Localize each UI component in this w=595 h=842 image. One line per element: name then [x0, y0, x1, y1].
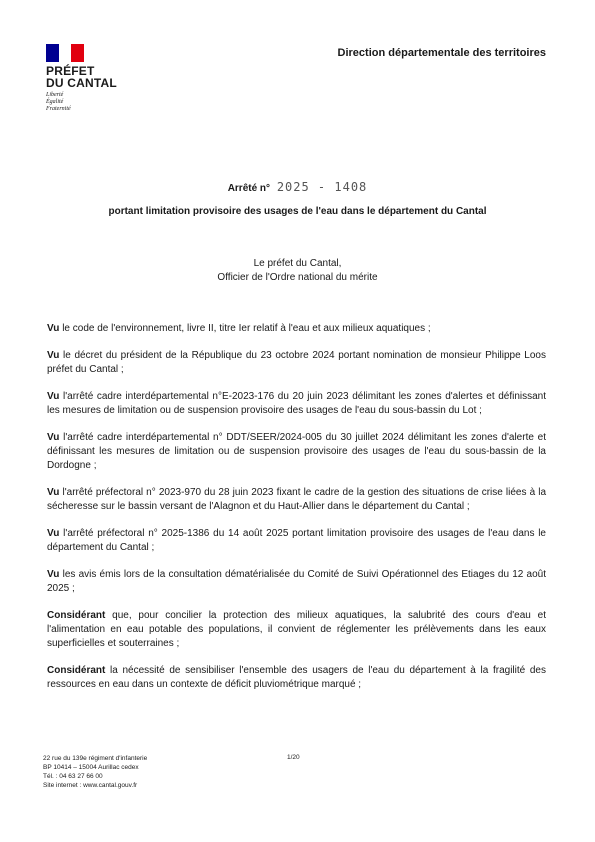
paragraph-text: l'arrêté préfectoral n° 2023-970 du 28 juin 2023 fixant le cadre de la gestion des situations de crise liées à la sécheresse sur le bassin versant de l'Alagnon et du Haut-Allier dans le département du Cantal ;	[47, 487, 546, 512]
footer-phone: Tél. : 04 63 27 66 00	[43, 773, 103, 780]
motto-fraternite: Fraternité	[46, 106, 71, 112]
paragraph-text: les avis émis lors de la consultation dématérialisée du Comité de Suivi Opérationnel des Etiages du 12 août 2025 ;	[47, 569, 546, 594]
page-number: 1/20	[287, 754, 300, 761]
paragraph	[47, 664, 546, 692]
arrete-title	[0, 180, 595, 194]
paragraph-text: le décret du président de la République du 23 octobre 2024 portant nomination de monsieur Philippe Loos préfet du Cantal ;	[47, 350, 546, 375]
logo-line-1: PRÉFET	[46, 64, 95, 78]
paragraph	[47, 609, 546, 651]
paragraph	[47, 527, 546, 555]
footer-website[interactable]: Site internet : www.cantal.gouv.fr	[43, 782, 138, 789]
paragraph-lead: Considérant	[47, 610, 106, 621]
arrete-label: Arrêté n°	[227, 183, 271, 194]
paragraph-text: que, pour concilier la protection des milieux aquatiques, la salubrité des cours d'eau et l'alimentation en eau potable des populations, il convient de réglementer les prélèvements dans les eaux superficielles et souterraines ;	[47, 610, 546, 649]
paragraph-lead: Vu	[47, 569, 60, 580]
paragraph	[47, 486, 546, 514]
authority-block	[0, 257, 595, 285]
paragraph-lead: Vu	[47, 350, 60, 361]
paragraph	[47, 390, 546, 418]
paragraph	[47, 568, 546, 596]
footer-address-1: 22 rue du 139e régiment d'infanterie	[43, 755, 148, 762]
document-body	[47, 322, 546, 692]
prefecture-logo	[46, 44, 176, 113]
paragraph-text: le code de l'environnement, livre II, titre Ier relatif à l'eau et aux milieux aquatiques ;	[59, 323, 431, 334]
paragraph-lead: Vu	[47, 487, 60, 498]
authority-line-1: Le préfet du Cantal,	[253, 258, 342, 269]
paragraph-lead: Vu	[47, 323, 60, 334]
paragraph	[47, 322, 546, 336]
logo-line-2: DU CANTAL	[46, 76, 117, 90]
arrete-subject: portant limitation provisoire des usages de l'eau dans le département du Cantal	[108, 206, 487, 217]
paragraph-lead: Vu	[47, 528, 60, 539]
paragraph-lead: Vu	[47, 432, 60, 443]
paragraph	[47, 349, 546, 377]
paragraph	[47, 431, 546, 473]
paragraph-lead: Considérant	[47, 665, 106, 676]
arrete-number: 2025 - 1408	[276, 180, 368, 194]
paragraph-lead: Vu	[47, 391, 60, 402]
authority-line-2: Officier de l'Ordre national du mérite	[217, 272, 378, 283]
motto	[46, 92, 176, 113]
footer-address	[43, 754, 147, 790]
motto-egalite: Égalité	[46, 99, 64, 105]
paragraph-text: l'arrêté cadre interdépartemental n° DDT/SEER/2024-005 du 30 juillet 2024 délimitant les zones d'alerte et définissant les mesures de limitation ou de suspension provisoire des usages de l'eau du sous-bassin de la Dordogne ;	[47, 432, 546, 471]
paragraph-text: l'arrêté cadre interdépartemental n°E-2023-176 du 20 juin 2023 délimitant les zones d'alertes et définissant les mesures de limitation ou de suspension provisoire des usages de l'eau du sous-bassin du Lot ;	[47, 391, 546, 416]
paragraph-text: l'arrêté préfectoral n° 2025-1386 du 14 août 2025 portant limitation provisoire des usages de l'eau dans le département du Cantal ;	[47, 528, 546, 553]
motto-liberte: Liberté	[46, 92, 64, 98]
french-flag-icon	[46, 44, 84, 62]
department-name: Direction départementale des territoires	[337, 47, 546, 59]
paragraph-text: la nécessité de sensibiliser l'ensemble des usagers de l'eau du département à la fragilité des ressources en eau dans un contexte de déficit pluviométrique marqué ;	[47, 665, 546, 690]
footer-address-2: BP 10414 – 15004 Aurillac cedex	[43, 764, 139, 771]
